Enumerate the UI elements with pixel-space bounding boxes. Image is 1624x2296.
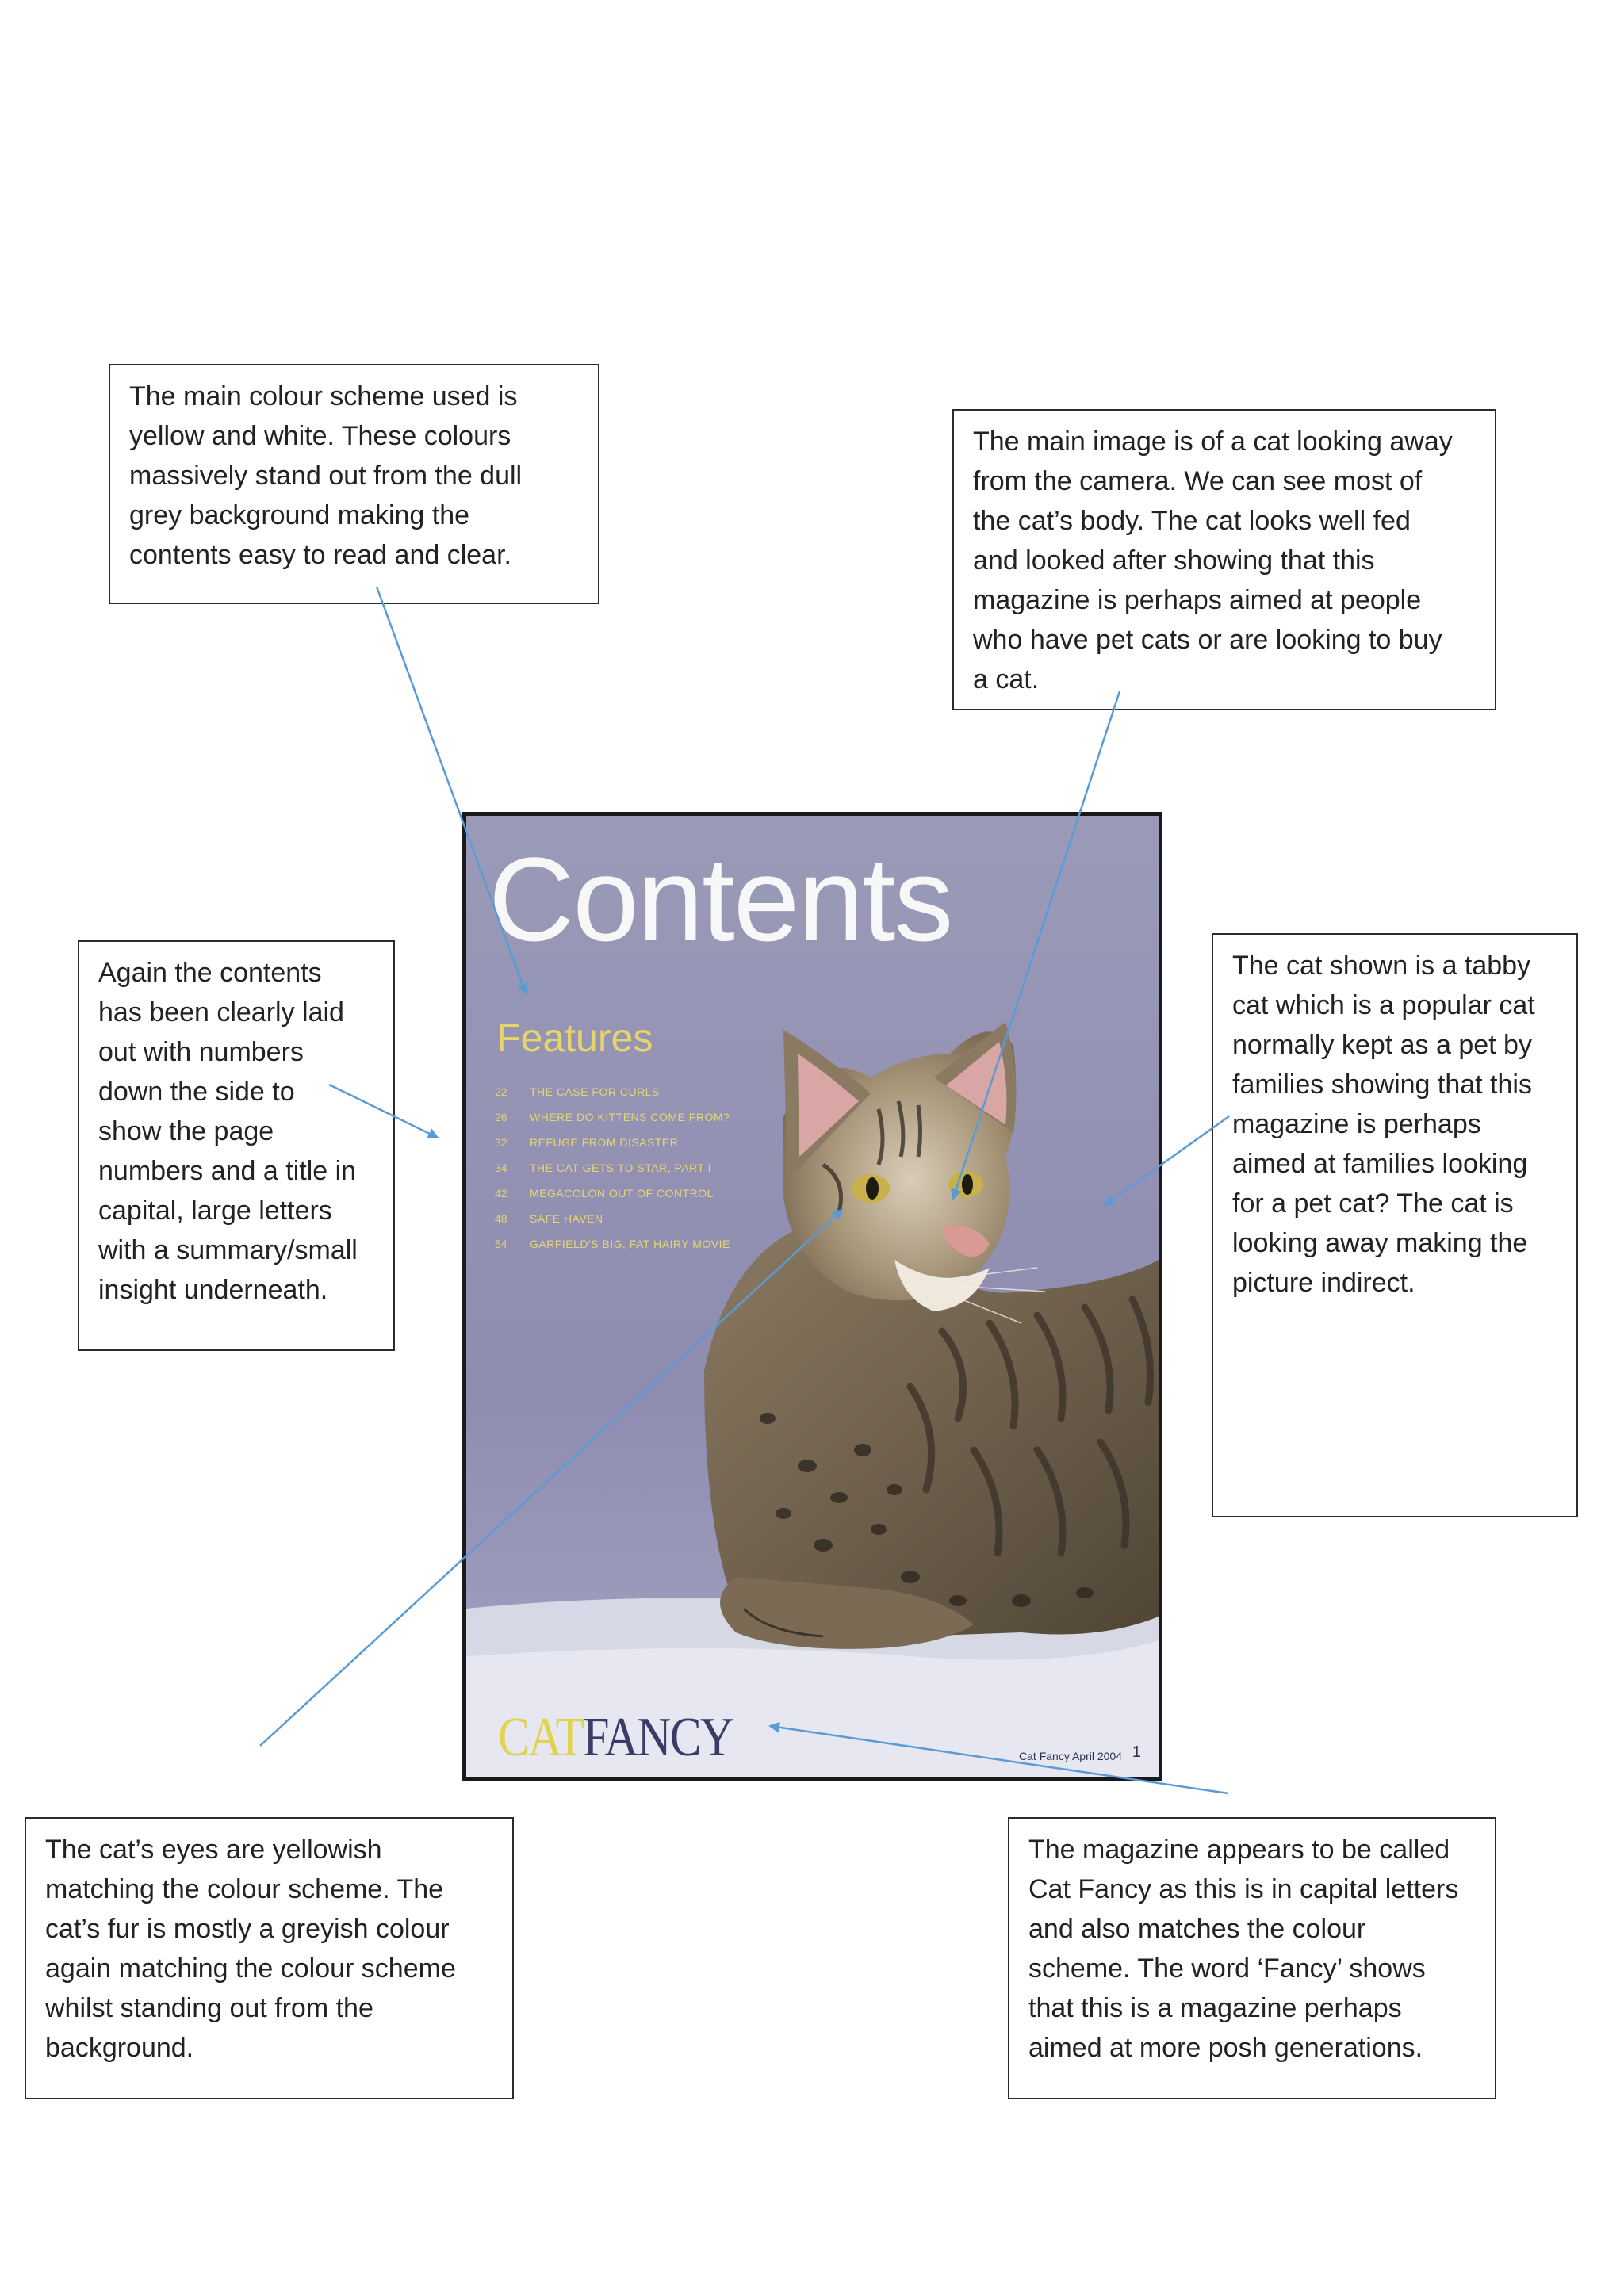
toc-page-number: 48: [495, 1212, 508, 1225]
toc-page-number: 54: [495, 1238, 508, 1250]
annotation-main-image: [952, 409, 1496, 710]
toc-title: WHERE DO KITTENS COME FROM?: [530, 1111, 730, 1123]
toc-item: [495, 1136, 733, 1149]
toc-page-number: 34: [495, 1161, 508, 1174]
toc-title: MEGACOLON OUT OF CONTROL: [530, 1187, 714, 1200]
toc-item: [495, 1161, 733, 1174]
magazine-title: Contents: [488, 832, 952, 966]
annotation-layout-text: Again the contents has been clearly laid out with numbers down the side to show the page numbers and a title in capital, large letters with a summary/small insight underneath.: [98, 958, 358, 1305]
toc-page-number: 42: [495, 1187, 508, 1200]
masthead-fancy: FANCY: [583, 1707, 733, 1768]
magazine-folio: Cat Fancy April 2004: [1019, 1750, 1122, 1762]
annotation-colour-scheme: [109, 364, 599, 604]
annotation-tabby-text: The cat shown is a tabby cat which is a popular cat normally kept as a pet by families showing that this magazine is perhaps aimed at families looking for a pet cat? The cat is looking away making the picture indirect.: [1232, 951, 1535, 1298]
toc-page-number: 26: [495, 1111, 508, 1123]
annotation-main-image-text: The main image is of a cat looking away from the camera. We can see most of the cat’s body. The cat looks well fed and looked after showing that this magazine is perhaps aimed at people who have pet cats or are looking to buy a cat.: [973, 427, 1453, 695]
toc-item: [495, 1085, 733, 1098]
toc-title: REFUGE FROM DISASTER: [530, 1136, 679, 1149]
toc-item: [495, 1111, 733, 1123]
annotation-colour-scheme-text: The main colour scheme used is yellow and white. These colours massively stand out from the dull grey background making the contents easy to read and clear.: [129, 381, 523, 570]
toc-title: THE CASE FOR CURLS: [530, 1085, 660, 1098]
toc-item: [495, 1238, 733, 1250]
table-of-contents: [495, 1085, 733, 1263]
toc-title: GARFIELD'S BIG, FAT HAIRY MOVIE: [530, 1238, 730, 1250]
annotation-eyes-text: The cat’s eyes are yellowish matching the colour scheme. The cat’s fur is mostly a greyish colour again matching the colour scheme whilst standing out from the background.: [45, 1835, 456, 2063]
toc-title: SAFE HAVEN: [530, 1212, 603, 1225]
masthead-cat: CAT: [498, 1707, 584, 1768]
annotation-masthead-text: The magazine appears to be called Cat Fancy as this is in capital letters and also matches the colour scheme. The word ‘Fancy’ shows that this is a magazine perhaps aimed at more posh generations.: [1028, 1835, 1459, 2063]
magazine-page-number: 1: [1132, 1743, 1141, 1761]
annotation-eyes: [25, 1817, 514, 2099]
magazine-masthead: [498, 1707, 733, 1768]
toc-item: [495, 1212, 733, 1225]
magazine-contents-page: [462, 812, 1162, 1781]
toc-page-number: 32: [495, 1136, 508, 1149]
annotation-tabby: [1212, 933, 1578, 1517]
magazine-section-heading: Features: [496, 1016, 653, 1060]
annotation-layout: [78, 940, 395, 1351]
toc-page-number: 22: [495, 1085, 508, 1098]
toc-item: [495, 1187, 733, 1200]
annotation-masthead: [1008, 1817, 1496, 2099]
toc-title: THE CAT GETS TO STAR, PART I: [530, 1161, 711, 1174]
